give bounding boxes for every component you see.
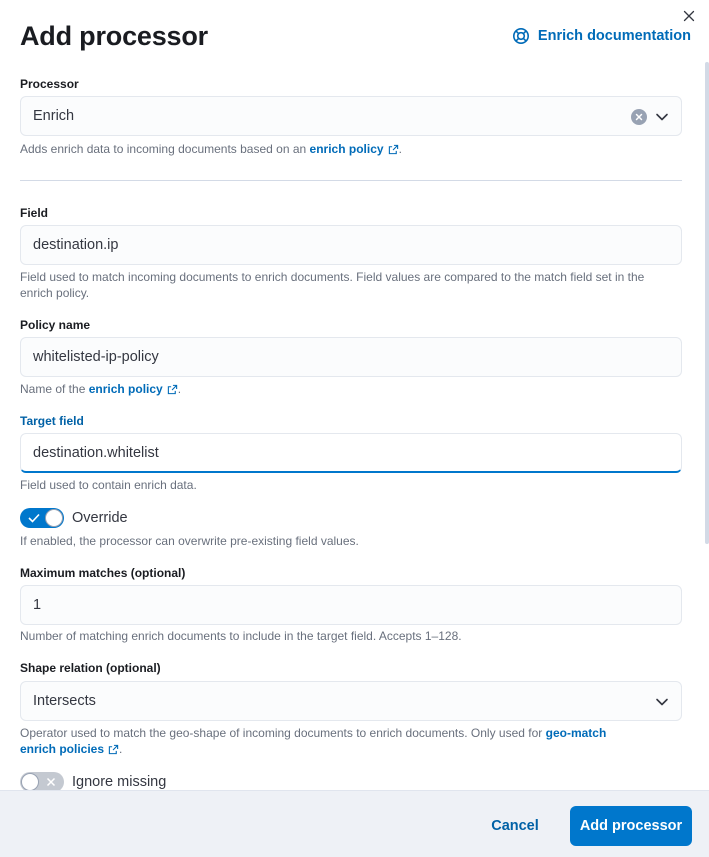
external-link-icon	[108, 744, 119, 755]
max-matches-value: 1	[33, 597, 42, 613]
flyout-header	[20, 20, 691, 52]
enrich-policies-link[interactable]: enrich policies	[20, 742, 105, 756]
switch-knob	[21, 773, 39, 790]
target-field-input[interactable]	[20, 433, 682, 473]
shape-relation-select[interactable]	[20, 681, 682, 721]
add-processor-button[interactable]: Add processor	[570, 806, 692, 846]
lifebuoy-icon	[512, 27, 530, 45]
switch-knob	[45, 509, 63, 527]
field-value: destination.ip	[33, 237, 119, 253]
target-field-value: destination.whitelist	[33, 445, 159, 461]
processor-label: Processor	[20, 77, 79, 91]
override-row	[20, 508, 128, 528]
clear-icon[interactable]	[631, 109, 647, 125]
enrich-documentation-link[interactable]	[512, 27, 691, 45]
chevron-down-icon[interactable]	[655, 695, 669, 709]
max-matches-input[interactable]	[20, 585, 682, 625]
page-title: Add processor	[20, 21, 208, 51]
shape-relation-help: Operator used to match the geo-shape of incoming documents to enrich documents. Only used for geo-match enrich policies .	[20, 726, 607, 756]
policy-name-help: Name of the enrich policy .	[20, 382, 182, 396]
ignore-missing-row	[20, 772, 166, 790]
external-link-icon	[388, 144, 399, 155]
max-matches-label: Maximum matches (optional)	[20, 566, 186, 580]
target-field-label: Target field	[20, 414, 84, 428]
enrich-documentation-label: Enrich documentation	[537, 28, 691, 44]
flyout-footer	[0, 790, 709, 857]
max-matches-help: Number of matching enrich documents to include in the target field. Accepts 1–128.	[20, 629, 462, 643]
field-label: Field	[20, 206, 49, 220]
override-label: Override	[72, 510, 128, 526]
enrich-policy-link[interactable]: enrich policy	[309, 142, 384, 156]
cross-icon	[46, 777, 56, 787]
chevron-down-icon[interactable]	[655, 110, 669, 124]
ignore-missing-switch[interactable]	[20, 772, 64, 790]
cancel-button[interactable]: Cancel	[491, 818, 539, 834]
field-help: Field used to match incoming documents to enrich documents. Field values are compared to the match field set in the enrich policy.	[20, 270, 645, 300]
field-input[interactable]	[20, 225, 682, 265]
geo-match-link[interactable]: geo-match	[545, 726, 607, 740]
policy-name-input[interactable]	[20, 337, 682, 377]
policy-name-value: whitelisted-ip-policy	[33, 349, 159, 365]
enrich-policy-link[interactable]: enrich policy	[88, 382, 163, 396]
processor-help: Adds enrich data to incoming documents based on an enrich policy .	[20, 142, 402, 156]
processor-value: Enrich	[33, 108, 75, 124]
processor-select[interactable]	[20, 96, 682, 136]
divider	[20, 180, 682, 181]
override-switch[interactable]	[20, 508, 64, 528]
shape-relation-value: Intersects	[33, 693, 96, 709]
ignore-missing-label: Ignore missing	[72, 774, 167, 790]
shape-relation-label: Shape relation (optional)	[20, 661, 161, 675]
target-field-help: Field used to contain enrich data.	[20, 478, 197, 492]
check-icon	[28, 513, 40, 523]
external-link-icon	[167, 384, 178, 395]
override-help: If enabled, the processor can overwrite pre-existing field values.	[20, 534, 359, 548]
policy-name-label: Policy name	[20, 318, 91, 332]
